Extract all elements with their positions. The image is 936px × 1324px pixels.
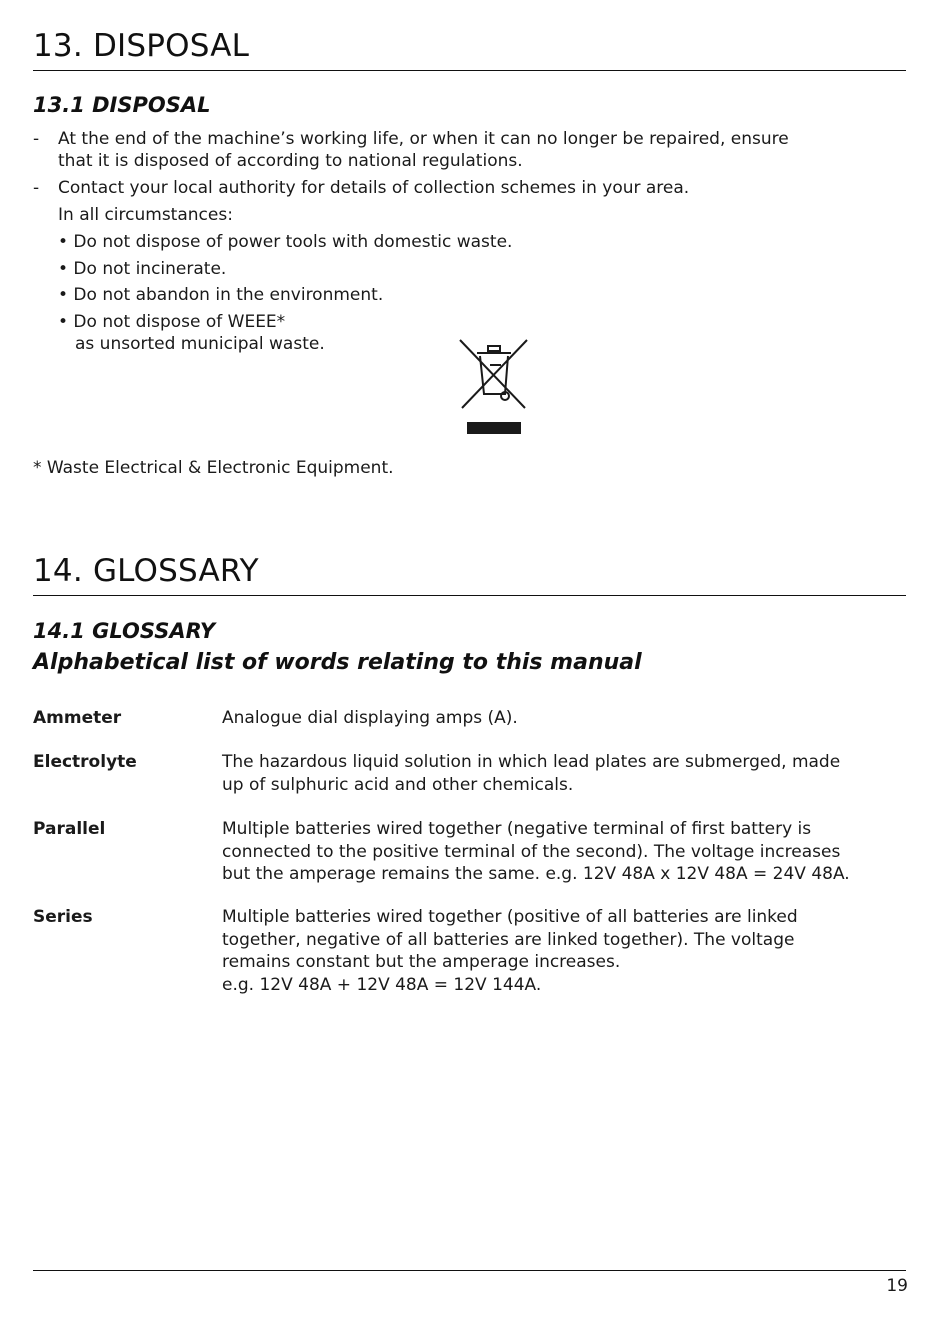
definition-line: Multiple batteries wired together (positive of all batteries are linked	[222, 907, 798, 927]
glossary-definition	[222, 707, 912, 730]
definition-line: The hazardous liquid solution in which lead plates are submerged, made	[222, 752, 841, 772]
glossary-term: Electrolyte	[33, 752, 137, 772]
glossary-definition	[222, 818, 912, 886]
bullet-marker: -	[33, 178, 40, 198]
glossary-term: Ammeter	[33, 708, 122, 728]
list-item: • Do not abandon in the environment.	[58, 285, 384, 305]
list-item-continuation: as unsorted municipal waste.	[75, 334, 325, 354]
list-item: • Do not incinerate.	[58, 259, 227, 279]
footer-rule	[33, 1270, 906, 1271]
definition-line: Multiple batteries wired together (negative terminal of first battery is	[222, 819, 812, 839]
bullet-marker: -	[33, 129, 40, 149]
crossed-out-wheelie-bin-icon	[455, 336, 531, 436]
bullet-text: that it is disposed of according to national regulations.	[58, 151, 523, 171]
list-item: • Do not dispose of power tools with domestic waste.	[58, 232, 513, 252]
definition-line: but the amperage remains the same. e.g. 12V 48A x 12V 48A = 24V 48A.	[222, 864, 850, 884]
section-14-rule	[33, 595, 906, 596]
definition-line: e.g. 12V 48A + 12V 48A = 12V 144A.	[222, 974, 542, 995]
glossary-definition	[222, 906, 912, 996]
section-14-heading: 14. GLOSSARY	[33, 553, 259, 589]
footnote: * Waste Electrical & Electronic Equipment.	[33, 458, 394, 478]
glossary-intro: Alphabetical list of words relating to this manual	[33, 650, 642, 675]
circumstances-intro: In all circumstances:	[58, 205, 233, 225]
glossary-term: Parallel	[33, 819, 106, 839]
list-item: • Do not dispose of WEEE*	[58, 312, 286, 332]
glossary-definition	[222, 751, 912, 796]
definition-line: Analogue dial displaying amps (A).	[222, 708, 518, 728]
definition-line: up of sulphuric acid and other chemicals.	[222, 774, 574, 795]
page-number: 19	[886, 1276, 908, 1296]
section-13-rule	[33, 70, 906, 71]
subsection-13-1-heading: 13.1 DISPOSAL	[33, 93, 211, 117]
bullet-text: Contact your local authority for details of collection schemes in your area.	[58, 178, 690, 198]
glossary-term: Series	[33, 907, 93, 927]
bullet-text: At the end of the machine’s working life, or when it can no longer be repaired, ensure	[58, 129, 789, 149]
definition-line: connected to the positive terminal of the second). The voltage increases	[222, 841, 841, 862]
definition-line: together, negative of all batteries are linked together). The voltage	[222, 929, 795, 950]
section-13-heading: 13. DISPOSAL	[33, 28, 250, 64]
subsection-14-1-heading: 14.1 GLOSSARY	[33, 619, 216, 643]
definition-line: remains constant but the amperage increases.	[222, 952, 621, 972]
